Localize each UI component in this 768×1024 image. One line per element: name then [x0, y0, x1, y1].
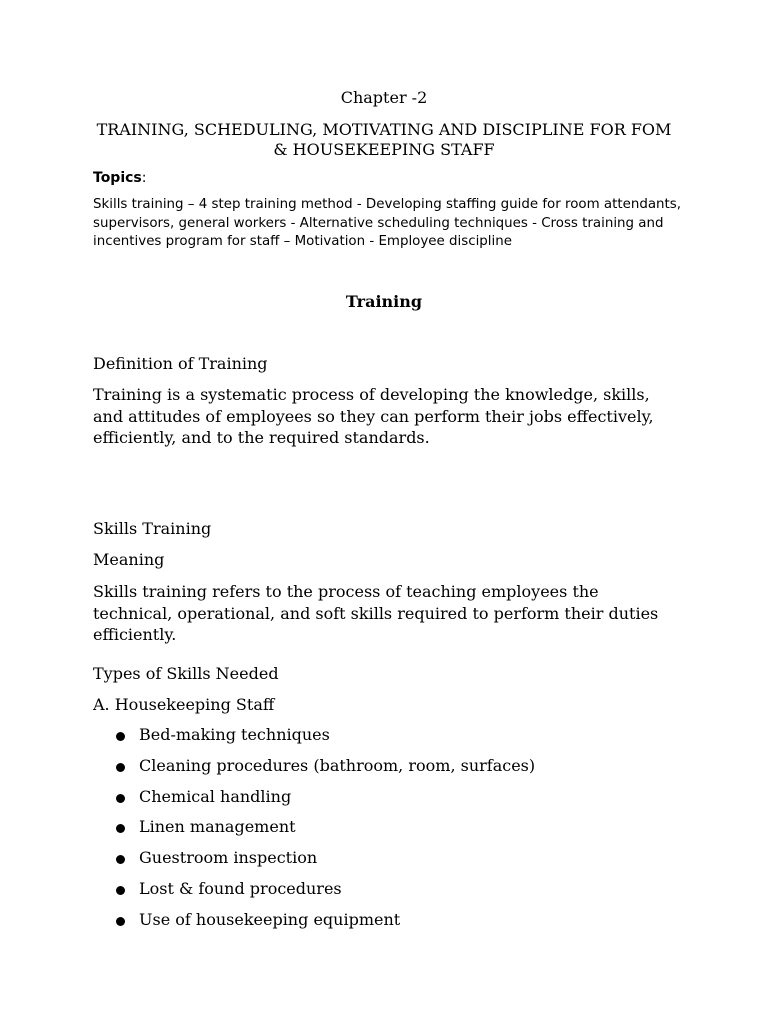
- topics-colon: :: [141, 170, 147, 186]
- bullet-icon: [116, 732, 125, 741]
- list-item: [112, 817, 535, 848]
- chapter-heading: TRAINING, SCHEDULING, MOTIVATING AND DISCIPLINE FOR FOM & HOUSEKEEPING STAFF: [96, 120, 672, 159]
- housekeeping-skills-list: [112, 725, 535, 941]
- housekeeping-staff-heading: A. Housekeeping Staff: [93, 695, 275, 714]
- list-item-text: Guestroom inspection: [139, 848, 318, 868]
- bullet-icon: [116, 855, 125, 864]
- meaning-paragraph: Skills training refers to the process of teaching employees the technical, operational, and soft skills required to perform their duties efficiently.: [93, 582, 659, 644]
- bullet-icon: [116, 886, 125, 895]
- list-item: [112, 756, 535, 787]
- chapter-title: Chapter -2: [340, 88, 428, 107]
- list-item-text: Use of housekeeping equipment: [139, 909, 401, 929]
- topics-text: Skills training – 4 step training method - Developing staffing guide for room attendants, supervisors, general workers - Alternative scheduling techniques - Cross training and incentives program for staff – Motivation - Employee discipline: [93, 197, 682, 249]
- bullet-icon: [116, 763, 125, 772]
- topics-label-line: [93, 169, 146, 187]
- list-item: [112, 725, 535, 756]
- definition-heading: Definition of Training: [93, 354, 268, 373]
- meaning-heading: Meaning: [93, 550, 165, 569]
- list-item-text: Bed-making techniques: [139, 725, 330, 744]
- list-item: [112, 848, 535, 879]
- section-title-training: Training: [345, 292, 423, 311]
- list-item: [112, 787, 535, 818]
- bullet-icon: [116, 794, 125, 803]
- topics-label: Topics: [93, 170, 142, 186]
- list-item-text: Chemical handling: [139, 786, 292, 806]
- list-item-text: Linen management: [139, 817, 296, 837]
- bullet-icon: [116, 824, 125, 833]
- definition-paragraph: Training is a systematic process of developing the knowledge, skills, and attitudes of employees so they can perform their jobs effectively, efficiently, and to the required standards.: [93, 385, 654, 447]
- list-item: [112, 910, 535, 941]
- skills-training-heading: Skills Training: [93, 519, 212, 538]
- bullet-icon: [116, 917, 125, 926]
- types-of-skills-heading: Types of Skills Needed: [93, 664, 279, 683]
- list-item: [112, 879, 535, 910]
- list-item-text: Lost & found procedures: [139, 878, 342, 898]
- list-item-text: Cleaning procedures (bathroom, room, surfaces): [139, 755, 536, 775]
